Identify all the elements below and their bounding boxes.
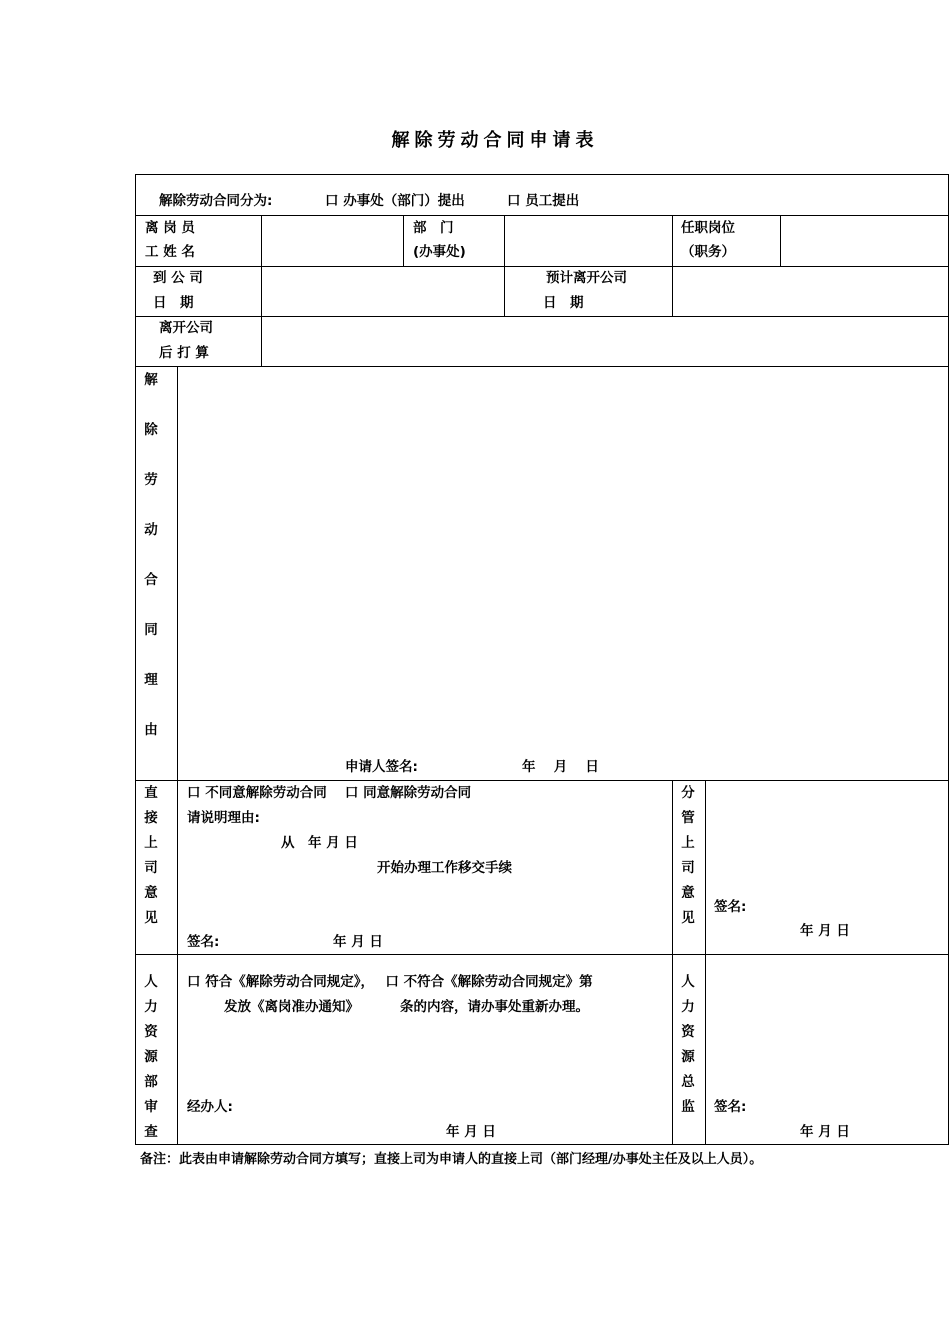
employee-name-field[interactable]: [263, 216, 402, 265]
form-table: [135, 174, 949, 1145]
join-date-field[interactable]: [263, 267, 503, 315]
hr-handler-label: 经办人:: [187, 1099, 233, 1115]
supervisor-opinion-label: 直 接 上 司 意 见: [144, 785, 158, 926]
page-title: 解除劳动合同申请表: [391, 130, 599, 151]
department-label-2: (办事处): [413, 244, 466, 260]
handover-from-date: 从 年 月 日: [281, 835, 358, 851]
position-label-1: 任职岗位: [681, 220, 735, 236]
supervisor-explain-label: 请说明理由:: [187, 810, 260, 826]
reason-label: 解 除 劳 动 合 同 理 由: [144, 372, 158, 738]
reason-field[interactable]: [179, 367, 947, 747]
future-plan-label-1: 离开公司: [159, 320, 213, 336]
hr-director-label: 人 力 资 源 总 监: [681, 974, 695, 1115]
option-employee-checkbox[interactable]: 口 员工提出: [507, 193, 580, 209]
join-date-label-2: 日 期: [153, 295, 194, 311]
position-field[interactable]: [782, 216, 947, 265]
supervisor-sign-label: 签名:: [187, 934, 220, 950]
employee-name-label-2: 工 姓 名: [145, 244, 195, 260]
join-date-label-1: 到 公 司: [153, 270, 203, 286]
branch-manager-sign-date: 年 月 日: [800, 923, 850, 939]
hr-issue-notice: 发放《离岗准办通知》: [224, 999, 359, 1015]
supervisor-sign-date: 年 月 日: [333, 934, 383, 950]
applicant-signature-label: 申请人签名:: [345, 759, 418, 775]
hr-director-sign-date: 年 月 日: [800, 1124, 850, 1140]
leave-date-label-2: 日 期: [543, 295, 584, 311]
hr-article-text: 条的内容，请办事处重新办理。: [400, 999, 589, 1015]
supervisor-options-checkbox[interactable]: 口 不同意解除劳动合同 口 同意解除劳动合同: [187, 785, 472, 801]
department-field[interactable]: [506, 216, 671, 265]
hr-review-date: 年 月 日: [446, 1124, 496, 1140]
hr-director-sign-label: 签名:: [714, 1099, 747, 1115]
branch-manager-label: 分 管 上 司 意 见: [681, 785, 695, 926]
termination-type-label: 解除劳动合同分为:: [159, 193, 273, 209]
position-label-2: （职务）: [681, 244, 735, 260]
footnote: 备注：此表由申请解除劳动合同方填写；直接上司为申请人的直接上司（部门经理/办事处主任及以上人员）。: [140, 1152, 763, 1167]
department-label-1: 部 门: [413, 220, 454, 236]
branch-manager-sign-label: 签名:: [714, 899, 747, 915]
future-plan-label-2: 后 打 算: [159, 345, 209, 361]
leave-date-field[interactable]: [674, 267, 947, 315]
leave-date-label-1: 预计离开公司: [546, 270, 627, 286]
option-office-checkbox[interactable]: 口 办事处（部门）提出: [325, 193, 465, 209]
handover-text: 开始办理工作移交手续: [377, 860, 512, 876]
future-plan-field[interactable]: [263, 317, 947, 365]
hr-review-label: 人 力 资 源 部 审 查: [144, 974, 158, 1140]
employee-name-label-1: 离 岗 员: [145, 220, 195, 236]
applicant-signature-date: 年 月 日: [522, 759, 599, 775]
hr-compliance-options[interactable]: 口 符合《解除劳动合同规定》， 口 不符合《解除劳动合同规定》第: [187, 974, 593, 990]
